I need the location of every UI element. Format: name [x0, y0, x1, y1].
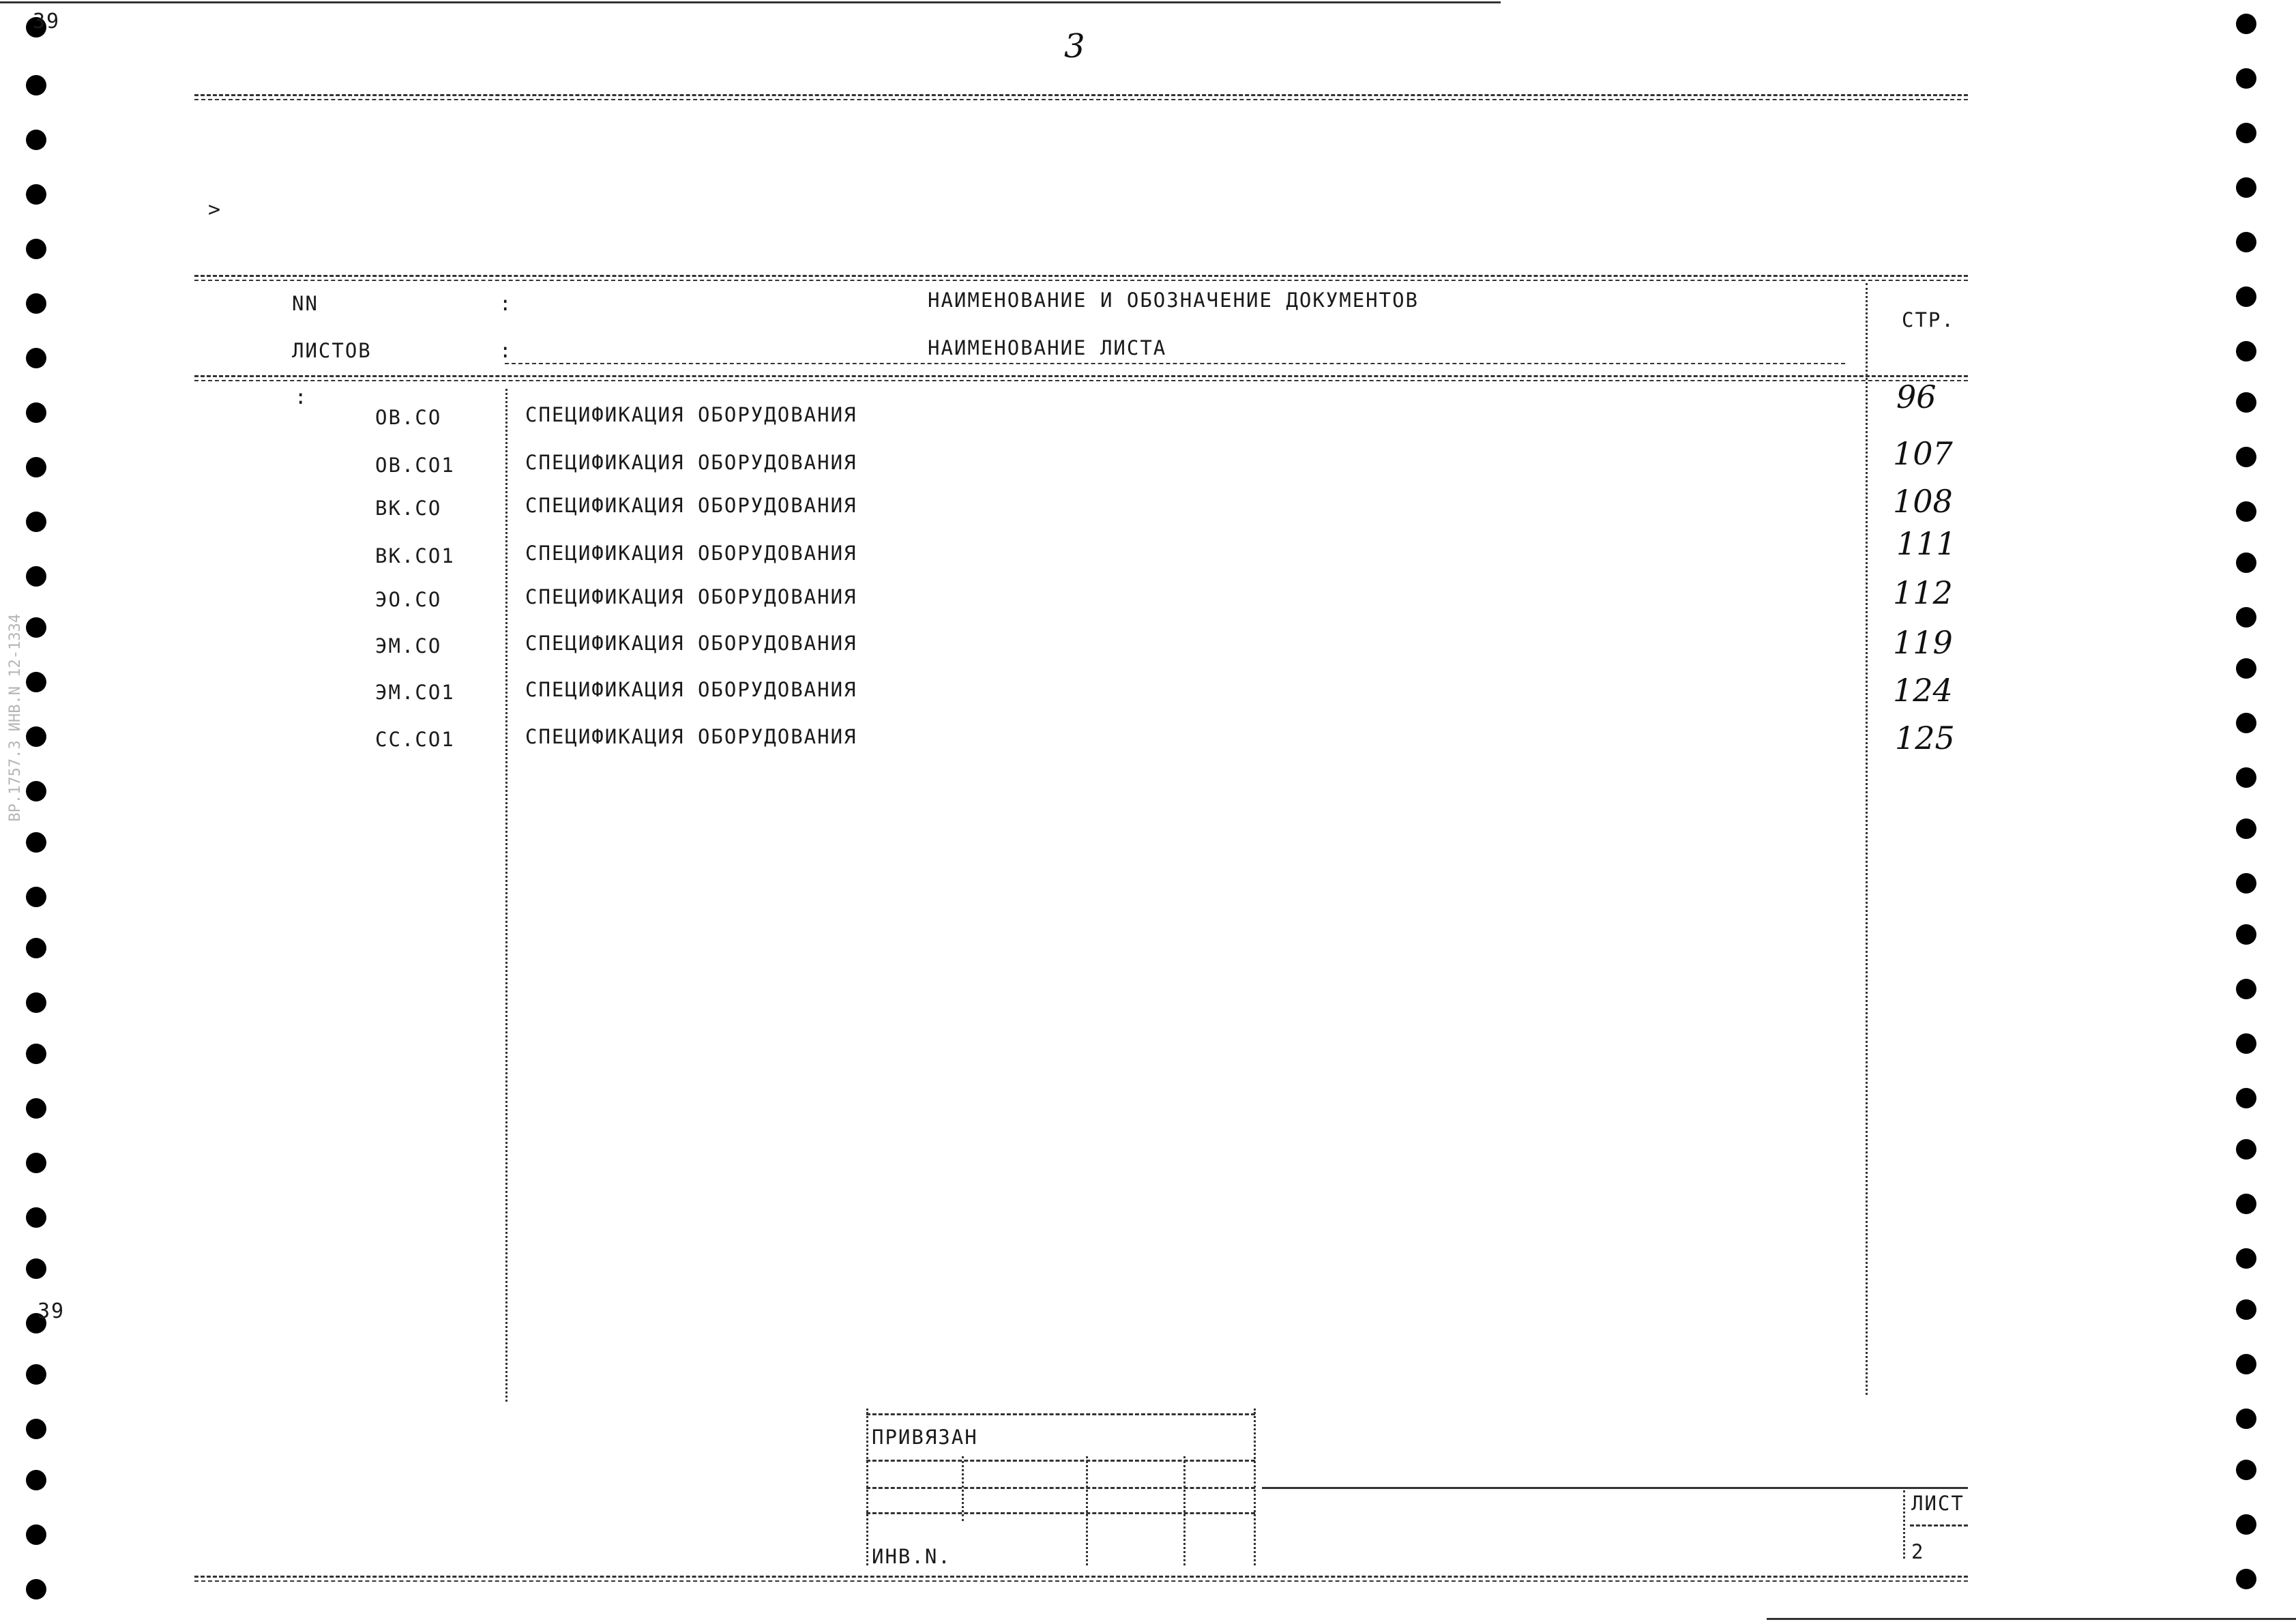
row-name: СПЕЦИФИКАЦИЯ ОБОРУДОВАНИЯ — [525, 494, 857, 517]
bottom-edge-line — [1767, 1618, 2296, 1620]
column-divider-left — [505, 389, 507, 1402]
row-code: ВК.СО1 — [375, 544, 455, 567]
page-number: 3 — [1064, 27, 1085, 65]
row-name: СПЕЦИФИКАЦИЯ ОБОРУДОВАНИЯ — [525, 725, 857, 748]
bottom-rule — [194, 1576, 1968, 1578]
header-title: НАИМЕНОВАНИЕ И ОБОЗНАЧЕНИЕ ДОКУМЕНТОВ — [928, 289, 1419, 312]
stamp-top-rule — [866, 1413, 1255, 1415]
header-listov: ЛИСТОВ — [292, 339, 372, 362]
top-rule — [194, 94, 1968, 96]
row-name: СПЕЦИФИКАЦИЯ ОБОРУДОВАНИЯ — [525, 632, 857, 655]
row-page-number: 112 — [1893, 574, 1953, 611]
row-code: СС.СО1 — [375, 728, 455, 751]
table-top-rule — [194, 275, 1968, 277]
row-code: ВК.СО — [375, 497, 442, 520]
row-code: ОВ.СО — [375, 406, 442, 429]
corner-mark-bottom: 39 — [38, 1299, 65, 1323]
row-page-number: 125 — [1895, 720, 1955, 756]
row-page-number: 119 — [1893, 624, 1953, 661]
row-code: ОВ.СО1 — [375, 454, 455, 477]
row-name: СПЕЦИФИКАЦИЯ ОБОРУДОВАНИЯ — [525, 451, 857, 474]
row-code: ЭМ.СО1 — [375, 681, 455, 704]
row-name: СПЕЦИФИКАЦИЯ ОБОРУДОВАНИЯ — [525, 403, 857, 426]
sheet-box-rule — [1262, 1487, 1968, 1489]
corner-mark-top: 39 — [33, 10, 61, 33]
top-edge-line — [0, 1, 1501, 3]
row-name: СПЕЦИФИКАЦИЯ ОБОРУДОВАНИЯ — [525, 542, 857, 565]
row-page-number: 111 — [1896, 525, 1956, 562]
row-page-number: 96 — [1896, 379, 1937, 415]
row-code: ЭМ.СО — [375, 634, 442, 658]
column-divider-right — [1866, 283, 1868, 1395]
side-stamp: ВР.1757.3 ИНВ.N 12-1334 — [7, 614, 24, 822]
row-name: СПЕЦИФИКАЦИЯ ОБОРУДОВАНИЯ — [525, 585, 857, 608]
header-nn: NN — [292, 292, 319, 315]
header-mid-rule — [505, 363, 1845, 364]
row-page-number: 107 — [1893, 435, 1953, 472]
sheet-number: 2 — [1911, 1540, 1925, 1563]
stamp-inv-label: ИНВ.N. — [872, 1545, 952, 1568]
right-perforation — [2236, 0, 2263, 1622]
row-name: СПЕЦИФИКАЦИЯ ОБОРУДОВАНИЯ — [525, 678, 857, 701]
marker: > — [208, 198, 222, 222]
header-bottom-rule — [194, 375, 1968, 377]
stamp-bound-label: ПРИВЯЗАН — [872, 1426, 978, 1449]
row-page-number: 108 — [1893, 483, 1953, 520]
header-page-col: СТР. — [1902, 308, 1955, 331]
sheet-label: ЛИСТ — [1911, 1492, 1964, 1515]
row-page-number: 124 — [1893, 672, 1953, 709]
header-subtitle: НАИМЕНОВАНИЕ ЛИСТА — [928, 336, 1167, 359]
row-code: ЭО.СО — [375, 588, 442, 611]
